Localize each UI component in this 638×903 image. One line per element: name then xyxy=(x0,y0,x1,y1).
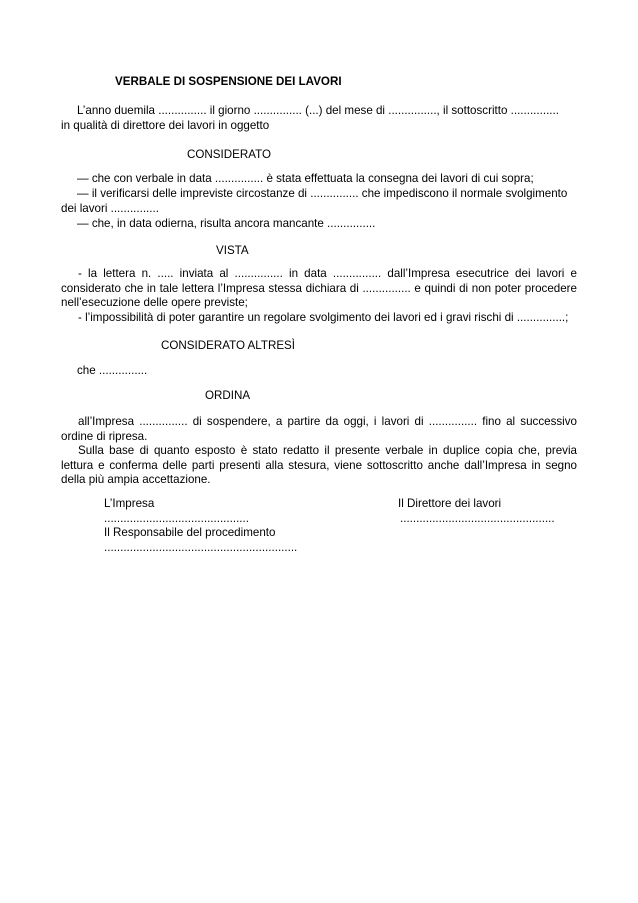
direttore-signature-line: ................................................ xyxy=(400,512,555,525)
intro-line-1: L’anno duemila ............... il giorno ............... (...) del mese di ..............., il sottoscritto ............... xyxy=(77,104,559,117)
vista-paragraph-1: - la lettera n. ..... inviata al ............... in data ............... dall’Impresa esecutrice dei lavori e considerato che in tale lettera l’Impresa stessa dichiara di ............... e quindi di non poter procedere nell’esecuzione delle opere previste; xyxy=(61,267,577,309)
impresa-signature-label: L’Impresa xyxy=(104,497,155,510)
vista-body xyxy=(61,267,577,325)
considerato-altresi-line: che ............... xyxy=(77,364,148,377)
document-title: VERBALE DI SOSPENSIONE DEI LAVORI xyxy=(115,75,342,88)
considerato-line-3: dei lavori ............... xyxy=(61,202,159,215)
ordina-heading: ORDINA xyxy=(205,389,251,402)
considerato-line-2: — il verificarsi delle impreviste circostanze di ............... che impediscono il normale svolgimento xyxy=(77,187,568,200)
impresa-signature-line: ............................................. xyxy=(104,512,249,525)
responsabile-signature-line: ............................................................ xyxy=(104,541,298,554)
considerato-heading: CONSIDERATO xyxy=(187,148,271,161)
considerato-line-1: — che con verbale in data ............... è stata effettuata la consegna dei lavori di cui sopra; xyxy=(77,172,534,185)
ordina-body xyxy=(61,415,577,488)
ordina-paragraph-1: all’Impresa ............... di sospendere, a partire da oggi, i lavori di ............... fino al successivo ordine di ripresa. xyxy=(61,415,577,443)
vista-paragraph-2: - l’impossibilità di poter garantire un regolare svolgimento dei lavori ed i gravi rischi di ...............; xyxy=(78,310,569,324)
considerato-altresi-heading: CONSIDERATO ALTRESÌ xyxy=(161,339,296,352)
direttore-signature-label: Il Direttore dei lavori xyxy=(398,497,502,510)
intro-line-2: in qualità di direttore dei lavori in oggetto xyxy=(61,119,270,132)
responsabile-signature-label: Il Responsabile del procedimento xyxy=(104,526,276,539)
ordina-paragraph-2: Sulla base di quanto esposto è stato redatto il presente verbale in duplice copia che, previa lettura e conferma delle parti presenti alla stesura, viene sottoscritto anche dall’Impresa in segno della più ampia accettazione. xyxy=(61,444,577,486)
considerato-line-4: — che, in data odierna, risulta ancora mancante ............... xyxy=(77,217,376,230)
vista-heading: VISTA xyxy=(216,244,249,257)
